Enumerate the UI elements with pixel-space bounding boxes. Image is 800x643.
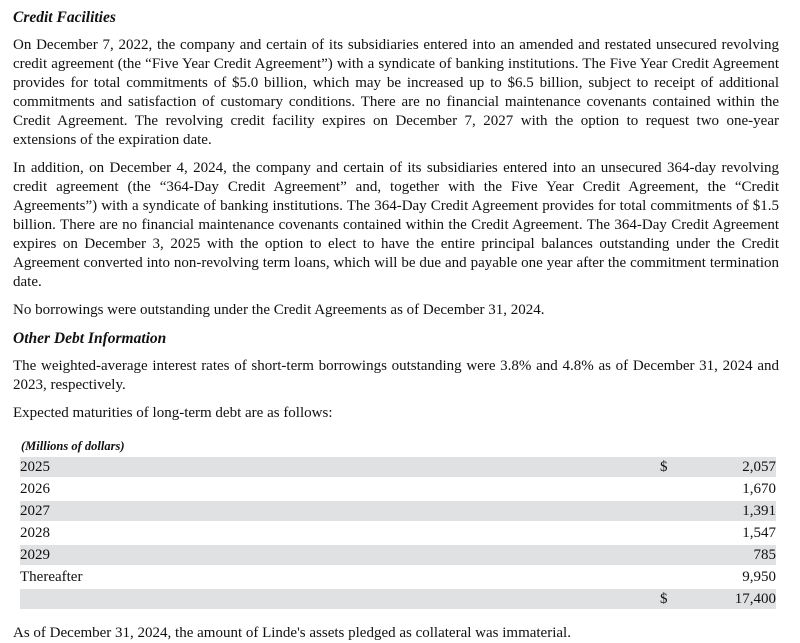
paragraph-weighted-average-rates: The weighted-average interest rates of short-term borrowings outstanding were 3.8% and 4.8% as of December 31, 2024 and 2023, respectively.: [13, 358, 779, 393]
table-row: [20, 567, 776, 589]
row-currency-symbol: $: [660, 457, 690, 479]
paragraph-364-day-agreement: In addition, on December 4, 2024, the company and certain of its subsidiaries entered into an unsecured 364-day revolving credit agreement (the “364-Day Credit Agreement” and, together with the Five Year Credit Agreement, the “Credit Agreements”) with a syndicate of banking institutions. The 364-Day Credit Agreement provides for total commitments of $1.5 billion. There are no financial maintenance covenants contained within the Credit Agreement. The 364-Day Credit Agreement expires on December 3, 2025 with the option to elect to have the entire principal balances outstanding under the Credit Agreement converted into non-revolving term loans, which will be due and payable one year after the commitment termination date.: [13, 160, 779, 290]
row-amount: 17,400: [690, 589, 776, 611]
credit-facilities-heading: Credit Facilities: [13, 9, 116, 26]
table-row: [20, 523, 776, 545]
row-amount: 9,950: [690, 567, 776, 589]
row-label: 2025: [20, 457, 660, 479]
row-currency-symbol: [660, 523, 690, 545]
table-row: [20, 457, 776, 479]
row-amount: 1,391: [690, 501, 776, 523]
row-amount: 1,547: [690, 523, 776, 545]
row-currency-symbol: [660, 501, 690, 523]
table-row: [20, 501, 776, 523]
row-currency-symbol: [660, 479, 690, 501]
row-label: 2026: [20, 479, 660, 501]
row-amount: 2,057: [690, 457, 776, 479]
row-amount: 785: [690, 545, 776, 567]
row-label: 2027: [20, 501, 660, 523]
other-debt-information-heading: Other Debt Information: [13, 330, 167, 347]
row-label: 2029: [20, 545, 660, 567]
row-currency-symbol: [660, 567, 690, 589]
row-label: [20, 589, 660, 611]
paragraph-collateral-note: As of December 31, 2024, the amount of Linde's assets pledged as collateral was immaterial.: [13, 625, 571, 641]
row-label: Thereafter: [20, 567, 660, 589]
row-amount: 1,670: [690, 479, 776, 501]
table-row: [20, 479, 776, 501]
row-currency-symbol: [660, 545, 690, 567]
maturities-table: [20, 457, 776, 611]
row-currency-symbol: $: [660, 589, 690, 611]
table-caption-millions-of-dollars: (Millions of dollars): [21, 439, 125, 453]
row-label: 2028: [20, 523, 660, 545]
maturities-table-body: [20, 457, 776, 611]
paragraph-five-year-agreement: On December 7, 2022, the company and certain of its subsidiaries entered into an amended and restated unsecured revolving credit agreement (the “Five Year Credit Agreement”) with a syndicate of banking institutions. The Five Year Credit Agreement provides for total commitments of $5.0 billion, which may be increased up to $6.5 billion, subject to receipt of additional commitments and satisfaction of customary conditions. There are no financial maintenance covenants contained within the Credit Agreement. The revolving credit facility expires on December 7, 2027 with the option to request two one-year extensions of the expiration date.: [13, 37, 779, 148]
paragraph-expected-maturities-intro: Expected maturities of long-term debt are as follows:: [13, 405, 333, 421]
paragraph-no-borrowings: No borrowings were outstanding under the Credit Agreements as of December 31, 2024.: [13, 302, 545, 318]
table-row: [20, 545, 776, 567]
table-total-row: [20, 589, 776, 611]
